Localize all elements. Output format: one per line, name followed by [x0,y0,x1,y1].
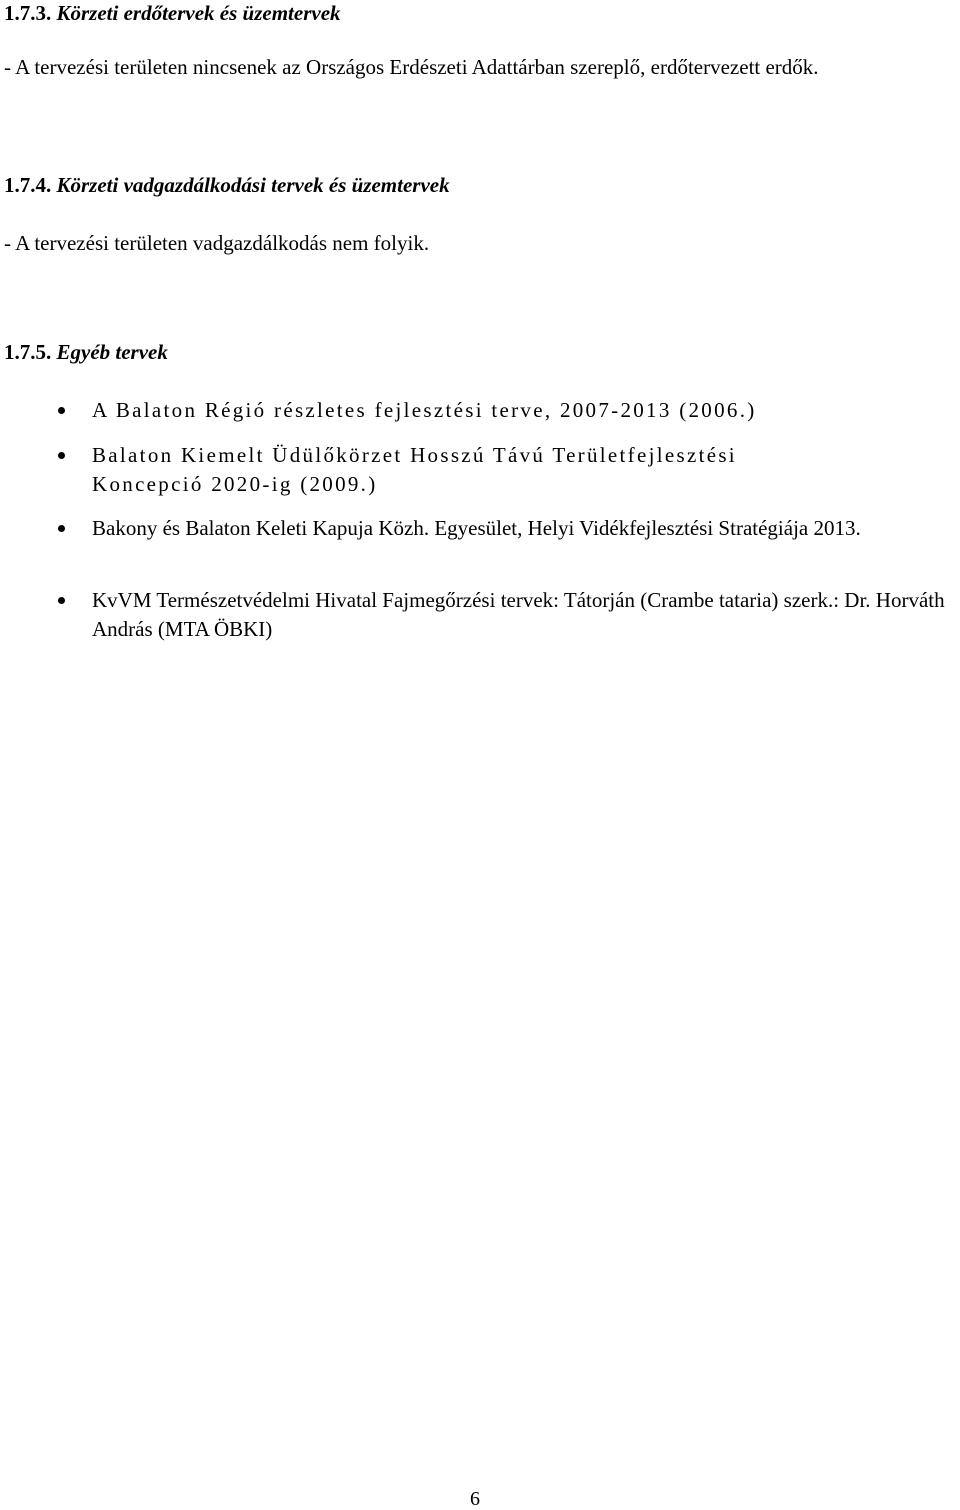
list-item: Bakony és Balaton Keleti Kapuja Közh. Egyesület, Helyi Vidékfejlesztési Stratégiája 2013. [92,516,861,540]
section-body-1-7-3: - A tervezési területen nincsenek az Országos Erdészeti Adattárban szereplő, erdőtervezett erdők. [4,55,819,79]
section-body-1-7-4: - A tervezési területen vadgazdálkodás nem folyik. [4,231,430,255]
section-number: 1.7.5. [4,340,52,364]
section-title: Körzeti erdőtervek és üzemtervek [56,1,341,25]
section-number: 1.7.3. [4,1,52,25]
bullet-icon [58,525,65,532]
page-number: 6 [470,1488,480,1510]
list-item: KvVM Természetvédelmi Hivatal Fajmegőrzési tervek: Tátorján (Crambe tataria) szerk.: Dr. Horváth András (MTA ÖBKI) [92,588,945,641]
bullet-icon [58,407,65,414]
section-title: Egyéb tervek [56,340,168,364]
section-title: Körzeti vadgazdálkodási tervek és üzemtervek [56,173,450,197]
section-heading-1-7-5 [4,339,168,365]
section-heading-1-7-3 [4,0,341,26]
section-number: 1.7.4. [4,173,52,197]
bullet-icon [58,452,65,459]
list-item: A Balaton Régió részletes fejlesztési terve, 2007-2013 (2006.) [92,398,757,422]
section-heading-1-7-4 [4,172,450,198]
bullet-icon [58,597,65,604]
list-item: Balaton Kiemelt Üdülőkörzet Hosszú Távú Területfejlesztési Koncepció 2020-ig (2009.) [92,443,737,496]
